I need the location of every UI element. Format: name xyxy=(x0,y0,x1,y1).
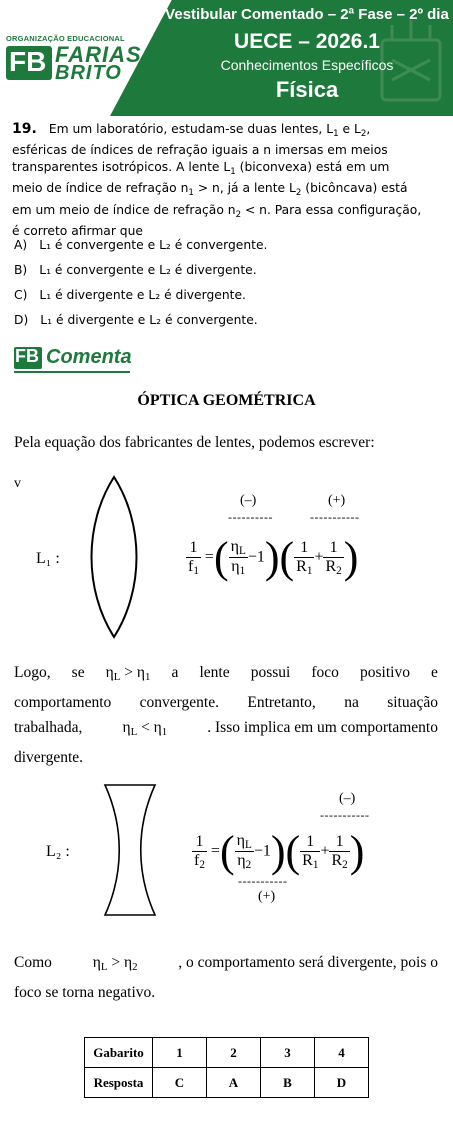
header-exam-title: Vestibular Comentado – 2ª Fase – 2º dia xyxy=(165,6,449,23)
option-b: B) L₁ é convergente e L₂ é divergente. xyxy=(14,263,257,277)
comenta-logo-mark: FB xyxy=(14,347,42,369)
lens1-label: L₁ : xyxy=(36,550,60,567)
lens2-equation: $\frac{1}{f_2}$ =( $\frac{\eta_L}{\eta_2}$ −1)( $\frac{1}{R_1}$ + $\frac{1}{R_2}$ ) xyxy=(194,827,365,876)
option-d: D) L₁ é divergente e L₂ é convergente. xyxy=(14,313,258,327)
intro-text: Pela equação dos fabricantes de lentes, podemos escrever: xyxy=(14,434,375,451)
biconvex-lens-icon xyxy=(88,474,140,640)
table-cell-answer: D xyxy=(315,1068,369,1098)
question-line-1: 19. Em um laboratório, estudam-se duas lentes, $L_1$ e $L_2$, xyxy=(12,121,371,139)
lens2-dashes-bottom: ----------- xyxy=(238,874,288,888)
question-line-3: transparentes isotrópicos. A lente $L_1$ (biconvexa) está em um xyxy=(12,159,390,177)
table-cell-answer: C xyxy=(153,1068,207,1098)
paragraph-2-line-2: foco se torna negativo. xyxy=(14,984,156,1001)
table-cell-answer: A xyxy=(207,1068,261,1098)
logo-word-brito: BRITO xyxy=(55,62,122,84)
header-exam-code: UECE – 2026.1 xyxy=(234,30,380,53)
logo-mark: FB xyxy=(6,46,52,80)
page-header xyxy=(0,0,453,116)
section-title: ÓPTICA GEOMÉTRICA xyxy=(137,392,316,409)
question-line-6: é correto afirmar que xyxy=(12,224,143,239)
paragraph-1 xyxy=(14,660,438,770)
lens1-sign-minus: (–) xyxy=(240,493,257,508)
header-subject: Física xyxy=(275,77,339,102)
lens2-dashes-top: ----------- xyxy=(320,808,370,822)
question-number: 19. xyxy=(12,121,37,137)
table-cell-number: 2 xyxy=(207,1038,261,1068)
option-c: C) L₁ é divergente e L₂ é divergente. xyxy=(14,288,246,302)
lens1-dashes-left: ---------- xyxy=(228,510,273,524)
question-line-5: em um meio de índice de refração $n_2 < n$. Para essa configuração, xyxy=(12,202,422,220)
paragraph-1-line-4: divergente. xyxy=(14,749,84,766)
paragraph-1-line-1: Logo, se $\eta_L > \eta_1$ a lente possui foco positivo e xyxy=(14,664,438,683)
question-line-2: esféricas de índices de refração iguais a n imersas em meios xyxy=(12,143,388,158)
lens1-equation: $\frac{1}{f_1}$ =( $\frac{\eta_L}{\eta_1}$ −1)( $\frac{1}{R_1}$ + $\frac{1}{R_2}$ ) xyxy=(188,533,359,582)
table-cell-number: 3 xyxy=(261,1038,315,1068)
paragraph-1-line-2: comportamento convergente. Entretanto, na situação xyxy=(14,694,438,711)
table-header-gabarito: Gabarito xyxy=(85,1038,153,1068)
paragraph-2-line-1: Como $\eta_L > \eta_2$ , o comportamento será divergente, pois o xyxy=(14,954,438,973)
table-cell-answer: B xyxy=(261,1068,315,1098)
stray-character: v xyxy=(14,476,21,491)
option-a: A) L₁ é convergente e L₂ é convergente. xyxy=(14,238,268,252)
answer-key-table xyxy=(84,1037,369,1098)
lens2-sign-plus: (+) xyxy=(258,889,276,904)
table-row-resposta xyxy=(85,1068,369,1098)
question-line-4: meio de índice de refração $n_1 > n$, já a lente $L_2$ (bicôncava) está xyxy=(12,181,408,199)
logo-word-farias: FARIAS xyxy=(55,42,142,67)
paragraph-1-line-3: trabalhada, $\eta_L < \eta_1$ . Isso implica em um comportamento xyxy=(14,719,438,738)
comenta-underline xyxy=(14,371,130,373)
question-block xyxy=(12,121,448,239)
table-row-gabarito xyxy=(85,1038,369,1068)
header-subject-area: Conhecimentos Específicos xyxy=(220,57,394,73)
lens2-label: L₂ : xyxy=(46,843,70,860)
table-cell-number: 4 xyxy=(315,1038,369,1068)
lens1-dashes-right: ----------- xyxy=(310,510,360,524)
lens1-sign-plus: (+) xyxy=(328,493,346,508)
paragraph-2 xyxy=(14,950,438,1005)
comenta-label: Comenta xyxy=(46,346,132,368)
logo-org-text: ORGANIZAÇÃO EDUCACIONAL xyxy=(6,34,125,43)
biconcave-lens-icon xyxy=(100,783,160,917)
lens2-sign-minus: (–) xyxy=(339,791,356,806)
table-cell-number: 1 xyxy=(153,1038,207,1068)
table-header-resposta: Resposta xyxy=(85,1068,153,1098)
